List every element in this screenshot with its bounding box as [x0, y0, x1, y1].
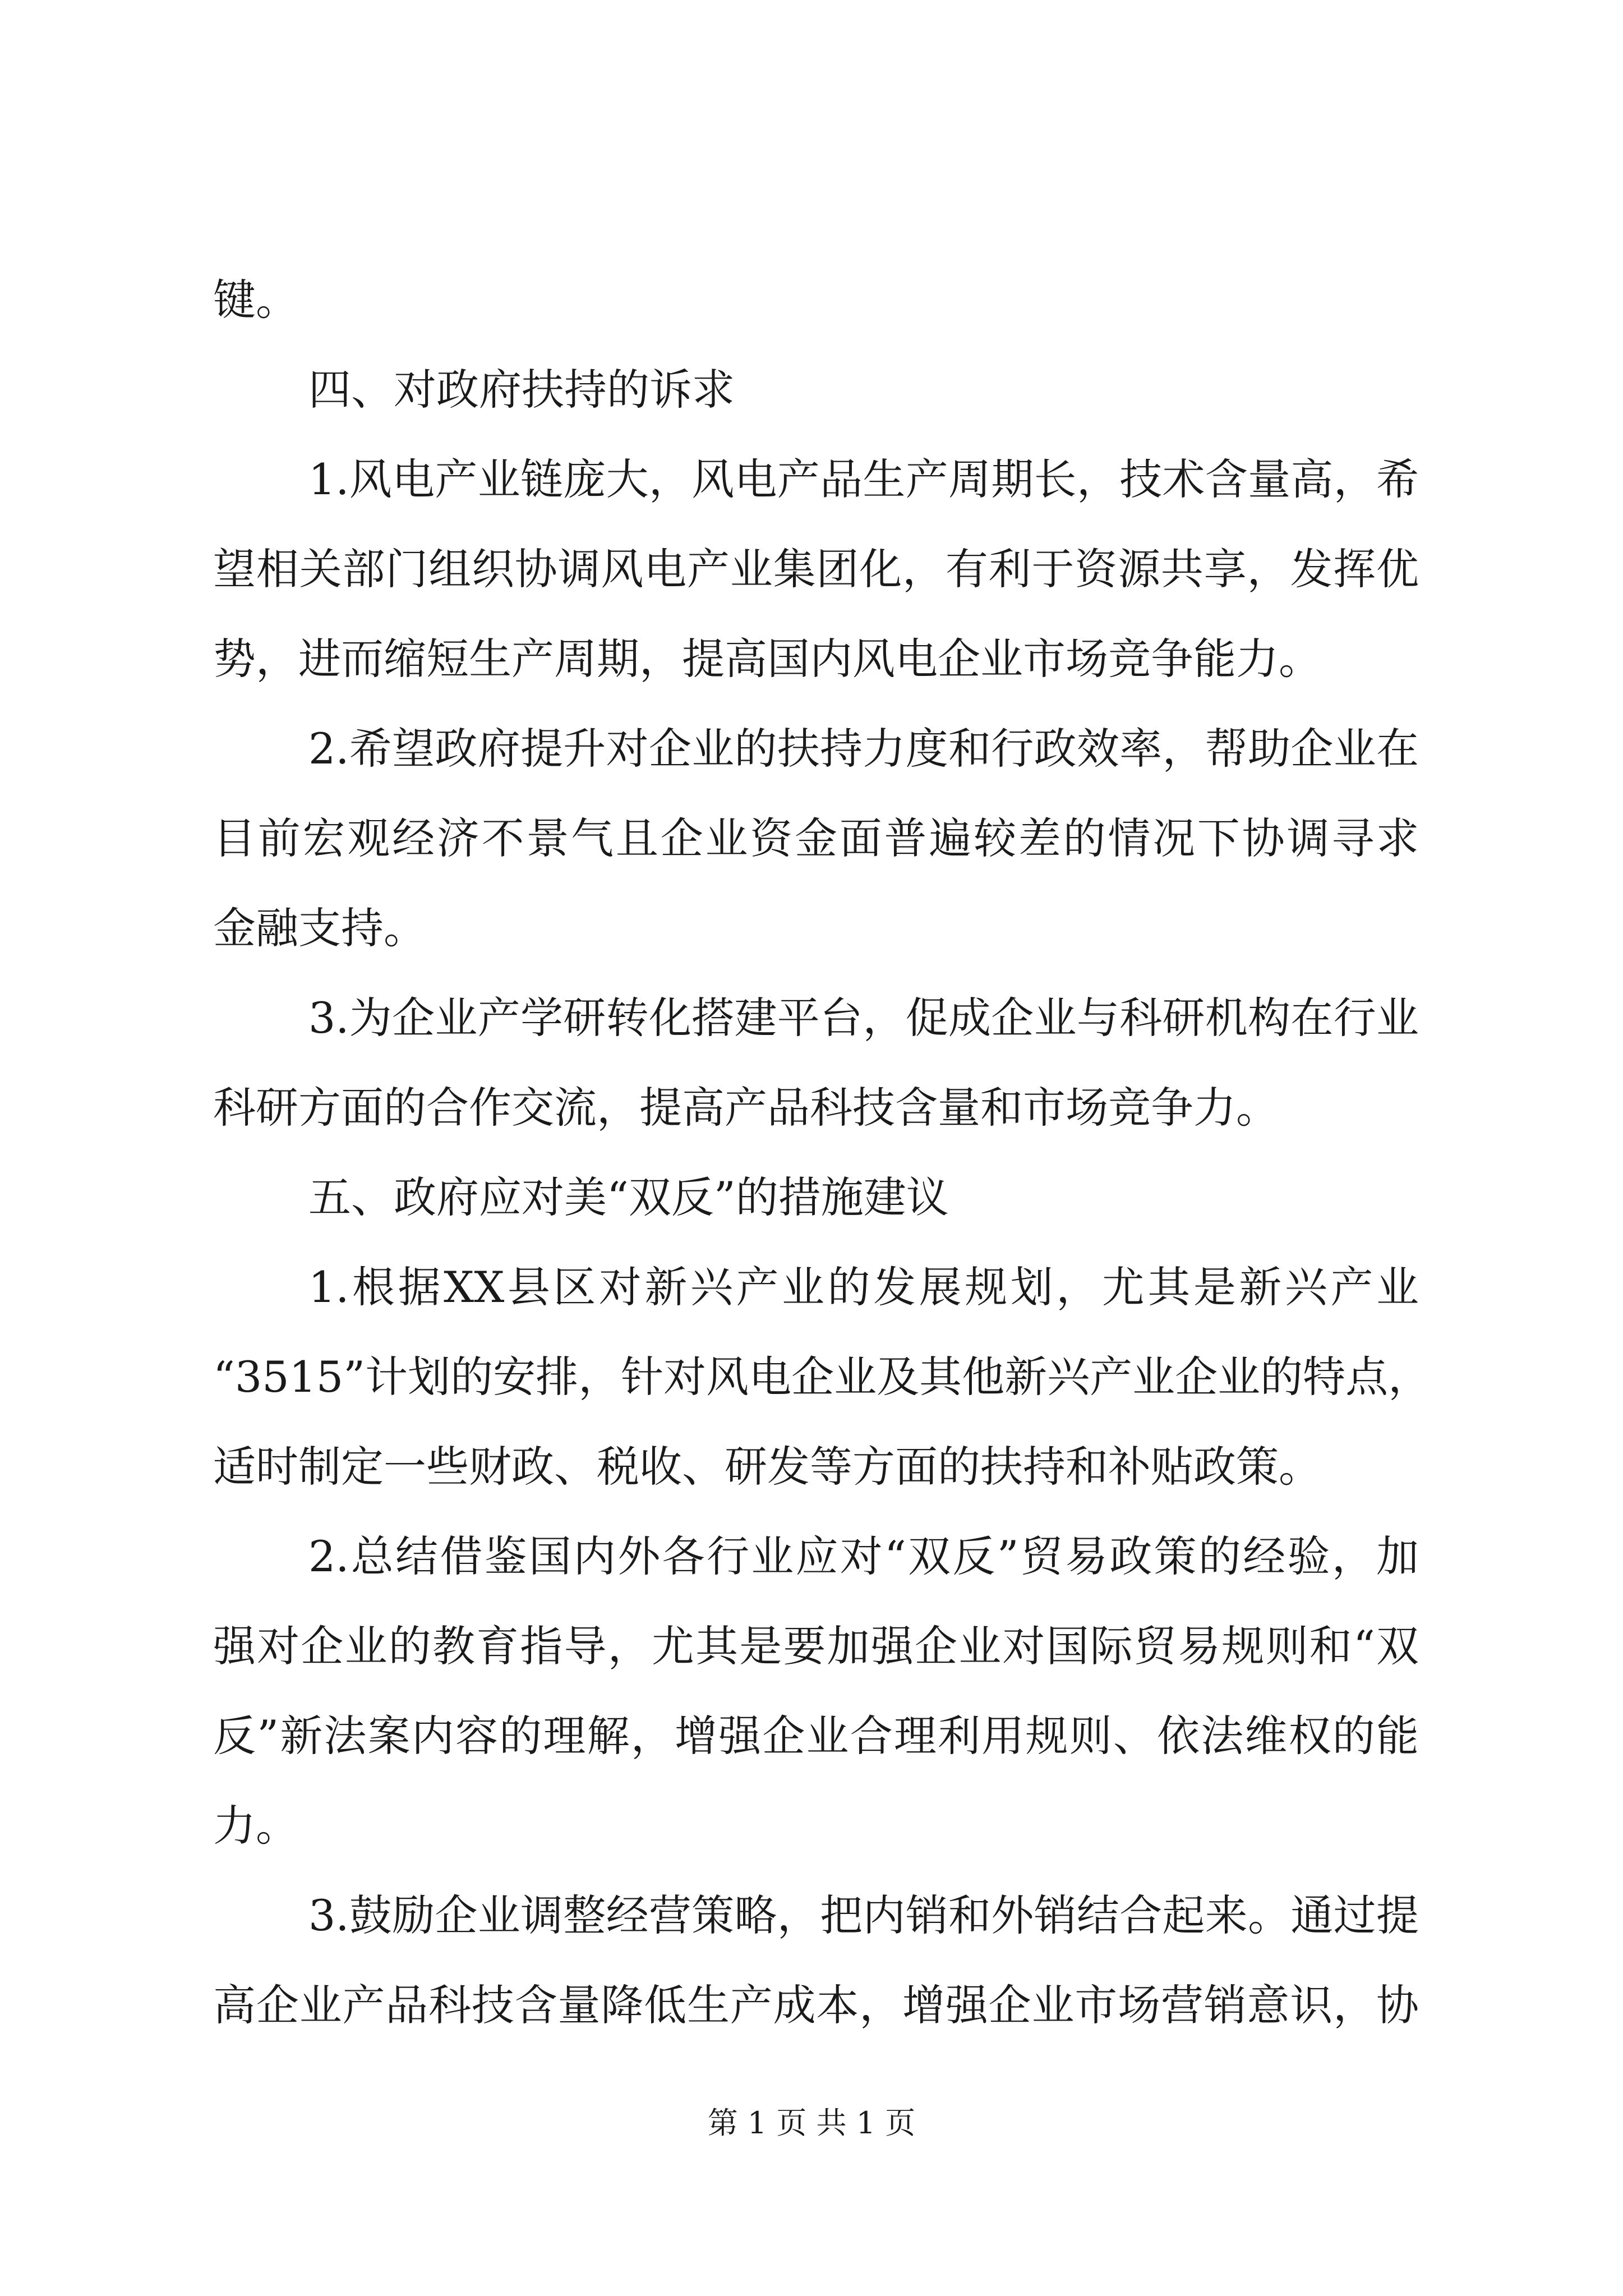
text-line: 2.总结借鉴国内外各行业应对“双反”贸易政策的经验，加 [308, 1531, 1419, 1581]
text-line: 键。 [213, 275, 298, 325]
text-line: 四、对政府扶持的诉求 [308, 365, 735, 415]
text-line: 强对企业的教育指导，尤其是要加强企业对国际贸易规则和“双 [213, 1621, 1419, 1671]
text-line: “3515”计划的安排，针对风电企业及其他新兴产业企业的特点， [213, 1352, 1431, 1402]
text-line: 反”新法案内容的理解，增强企业合理利用规则、依法维权的能 [213, 1711, 1419, 1761]
page-footer: 第 1 页 共 1 页 [707, 2105, 916, 2141]
document-body [213, 255, 1431, 2050]
text-line: 势，进而缩短生产周期，提高国内风电企业市场竞争能力。 [213, 634, 1321, 684]
text-line: 高企业产品科技含量降低生产成本，增强企业市场营销意识，协 [213, 1980, 1419, 2030]
text-line: 目前宏观经济不景气且企业资金面普遍较差的情况下协调寻求 [213, 813, 1419, 863]
text-line: 力。 [213, 1801, 298, 1851]
text-line: 3.鼓励企业调整经营策略，把内销和外销结合起来。通过提 [308, 1890, 1419, 1940]
text-line: 1.根据XX县区对新兴产业的发展规划，尤其是新兴产业 [308, 1262, 1419, 1312]
text-line: 五、政府应对美“双反”的措施建议 [308, 1172, 949, 1222]
text-line: 望相关部门组织协调风电产业集团化，有利于资源共享，发挥优 [213, 544, 1419, 594]
text-line: 科研方面的合作交流，提高产品科技含量和市场竞争力。 [213, 1083, 1279, 1133]
text-line: 3.为企业产学研转化搭建平台，促成企业与科研机构在行业 [308, 993, 1419, 1043]
text-line: 金融支持。 [213, 903, 426, 953]
text-line: 1.风电产业链庞大，风电产品生产周期长，技术含量高，希 [308, 454, 1419, 504]
text-line: 2.希望政府提升对企业的扶持力度和行政效率，帮助企业在 [308, 724, 1419, 774]
text-line: 适时制定一些财政、税收、研发等方面的扶持和补贴政策。 [213, 1442, 1321, 1492]
